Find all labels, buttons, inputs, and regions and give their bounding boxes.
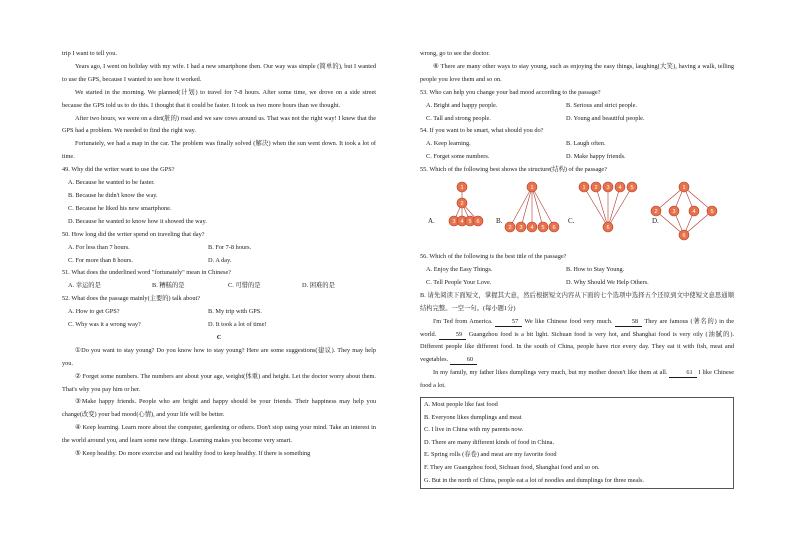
option: B. Laugh often.: [566, 140, 606, 148]
diagram-node-label: 1: [460, 185, 464, 192]
choice-item: B. Everyone likes dumplings and meat: [424, 413, 522, 421]
diagram-node-label: 3: [452, 219, 456, 226]
diagram-edge: [684, 187, 712, 211]
diagram-node-label: 4: [692, 209, 696, 216]
question-stem: 53. Who can help you change your bad mood according to the passage?: [420, 88, 601, 96]
question-56: [420, 251, 734, 290]
option: C. 可惜的是: [228, 282, 261, 290]
diagram-node-label: 2: [594, 185, 598, 192]
option: D. A day.: [208, 256, 232, 264]
option: A. Because he wanted to be faster.: [68, 179, 155, 187]
passage-c-para-5: ⑤ Keep healthy. Do more exercise and eat healthy food to keep healthy. If there is something: [75, 450, 311, 458]
section-b-instructions: B. 请先阅读下面短文，掌握其大意，然后根据短文内容从下面的七个选项中选择五个还原到文中使短文意思通顺结构完整。一空一句。(每小题1分): [420, 291, 734, 312]
diagram-option-letter: A.: [428, 217, 435, 226]
cloze-text: They are famous (著名的) in the world.: [420, 317, 735, 338]
diagram-option-letter: D.: [652, 217, 659, 226]
passage-c-tail: wrong, go to see the doctor.: [420, 50, 490, 57]
diagram-node-label: 3: [672, 209, 676, 216]
diagram-edge: [510, 187, 532, 227]
option: C. Tell People Your Love.: [426, 278, 492, 286]
option: A. Enjoy the Easy Things.: [426, 265, 493, 273]
passage-b-para-4: Fortunately, we had a map in the car. The problem was finally solved (解决) when the sun went down. It took a lot of time.: [62, 140, 376, 161]
option: D. 困难的是: [302, 282, 335, 290]
diagram-node-label: 5: [710, 209, 714, 216]
diagram-node-label: 6: [682, 233, 686, 240]
cloze-paragraph-1: [420, 316, 734, 368]
choices-box: [420, 397, 734, 489]
diagram-edge: [532, 187, 543, 227]
passage-c-para-1: ①Do you want to stay young? Do you know how to stay young? Here are some suggestions(建议). They may help you.: [62, 346, 376, 367]
diagram-edge: [608, 187, 632, 227]
diagram-node-label: 6: [552, 225, 556, 232]
diagram-node-label: 6: [606, 225, 610, 232]
blank-61[interactable]: 61: [669, 368, 696, 378]
diagram-node-label: 5: [630, 185, 634, 192]
passage-c-para-2: ② Forget some numbers. The numbers are about your age, weight(体重) and height. Let the doctor worry about them. That's why you pay him or her.: [62, 372, 376, 393]
question-52: [62, 293, 376, 332]
diagram-edge: [656, 211, 684, 235]
option: D. Make happy friends.: [566, 153, 626, 161]
blank-57[interactable]: 57: [495, 317, 522, 327]
passage-b-para-2: We started in the morning. We planned(计划) to travel for 7-8 hours. After some time, we drove on a side street because the GPS told us to do this. I thought that it could be faster. It took us two more hours than we thought.: [62, 88, 376, 109]
option: C. Tall and strong people.: [426, 114, 491, 122]
option: C. Why was it a wrong way?: [68, 321, 141, 329]
question-50: [62, 229, 376, 268]
option: B. Because he didn't know the way.: [68, 191, 158, 199]
question-stem: 49. Why did the writer want to use the GPS?: [62, 166, 175, 174]
diagram-edge: [608, 187, 620, 227]
blank-58[interactable]: 58: [615, 317, 642, 327]
diagram-node-label: 4: [460, 219, 464, 226]
diagram-option-letter: B.: [496, 217, 503, 226]
passage-c-para-4: ④ Keep learning. Learn more about the computer, gardening or others. Don't stop using your mind. Take an interest in the world around you, and learn some new things. Learning makes you become very smart.: [62, 424, 376, 445]
diagram-edge: [656, 187, 684, 211]
blank-59[interactable]: 59: [439, 330, 466, 340]
question-54: [420, 125, 734, 164]
question-stem: 56. Which of the following is the best title of the passage?: [420, 253, 567, 261]
option: B. For 7-8 hours.: [208, 243, 252, 251]
cloze-text: I'm Ted from America.: [433, 317, 493, 325]
diagram-node-label: 5: [468, 219, 472, 226]
question-stem: 52. What does the passage mainly(主要的) talk about?: [62, 295, 201, 303]
diagram-node-label: 2: [654, 209, 658, 216]
right-column: [420, 48, 734, 489]
choice-item: E. Spring rolls (春卷) and meat are my favorite food: [424, 451, 557, 459]
question-stem: 51. What does the underlined word "fortunately" mean in Chinese?: [62, 269, 232, 277]
diagram-node-label: 5: [541, 225, 545, 232]
diagram-node-label: 3: [519, 225, 523, 232]
diagram-node-label: 3: [606, 185, 610, 192]
diagram-node-label: 2: [460, 201, 464, 208]
option: D. It took a lot of time!: [208, 321, 267, 329]
choice-item: F. They are Guangzhou food, Sichuan food, Shanghai food and so on.: [424, 464, 600, 471]
diagram-edge: [584, 187, 608, 227]
choice-item: D. There are many different kinds of food in China.: [424, 438, 555, 446]
choice-item: G. But in the north of China, people eat a lot of noodles and dumplings for three meals.: [424, 476, 644, 484]
cloze-text: In my family, my father likes dumplings very much, but my mother doesn't like them at all.: [433, 369, 668, 377]
passage-b-para-1: Years ago, I went on holiday with my wife. I had a new smartphone then. Our way was simple (简单的), but I wanted to use the GPS, because I wanted to see how it worked.: [62, 62, 376, 83]
blank-60[interactable]: 60: [450, 355, 477, 365]
option: C. Because he liked his new smartphone.: [68, 204, 172, 212]
passage-b-para-3: After two hours, we were on a dirt(脏的) road and we saw cows around us. That was not the right way! I knew that the GPS had a problem. We needed to find the right way.: [62, 114, 376, 135]
diagram-node-label: 6: [476, 219, 480, 226]
diagram-edge: [684, 211, 712, 235]
question-stem: 54. If you want to be smart, what should you do?: [420, 127, 544, 135]
option: C. Forget some numbers.: [426, 153, 490, 161]
option: D. Because he wanted to know how it showed the way.: [68, 217, 207, 225]
option: B. How to Stay Young.: [566, 265, 625, 273]
diagram-edge: [521, 187, 532, 227]
option: A. 幸运的是: [68, 282, 101, 290]
choice-item: C. I live in China with my parents now.: [424, 426, 524, 434]
passage-b-tail: trip I want to tell you.: [62, 50, 117, 57]
diagram-node-label: 1: [682, 185, 686, 192]
diagram-node-label: 4: [618, 185, 622, 192]
left-column: [62, 48, 376, 461]
option: D. Young and beautiful people.: [566, 114, 645, 122]
cloze-text: I like Chinese food a lot.: [420, 369, 734, 390]
cloze-text: We like Chinese food very much.: [524, 317, 613, 325]
cloze-text: Guangzhou food is a bit light. Sichuan food is very hot, and Shanghai food is very oily (油腻的). Different people like different food. In the south of China, people have rice every day. They eat it with fish, meat and vegetables.: [420, 330, 735, 364]
option: A. For less than 7 hours.: [68, 243, 130, 251]
option: B. My trip with GPS.: [208, 308, 262, 316]
structure-diagrams: [420, 179, 734, 249]
diagram-node-label: 4: [530, 225, 534, 232]
section-c-heading: C: [216, 333, 222, 341]
option: A. Bright and happy people.: [426, 101, 498, 109]
option: B. 糟糕的是: [152, 282, 185, 290]
diagram-node-label: 1: [530, 185, 534, 192]
diagram-node-label: 2: [508, 225, 512, 232]
option: A. Keep learning.: [426, 140, 471, 148]
question-49: [62, 164, 376, 229]
question-stem: 55. Which of the following best shows the structure(结构) of the passage?: [420, 166, 607, 174]
question-51: [62, 267, 376, 293]
diagram-option-letter: C.: [568, 217, 575, 226]
question-stem: 50. How long did the writer spend on traveling that day?: [62, 230, 205, 238]
option: A. How to get GPS?: [68, 308, 120, 316]
diagram-edge: [532, 187, 554, 227]
diagram-edge: [596, 187, 608, 227]
passage-c-para-3: ③Make happy friends. People who are bright and happy should be your friends. Their happiness may help you change(改变) your bad mood(心情), and your life will be better.: [62, 398, 376, 419]
question-55: [420, 164, 734, 249]
choice-item: A. Most people like fast food: [424, 401, 498, 409]
option: D. Why Should We Help Others.: [566, 278, 649, 286]
option: B. Serious and strict people.: [566, 101, 638, 109]
question-53: [420, 87, 734, 126]
structure-diagrams-svg: [420, 179, 734, 249]
option: C. For more than 8 hours.: [68, 256, 133, 264]
diagram-node-label: 1: [582, 185, 586, 192]
passage-c-para-6: ⑥ There are many other ways to stay young, such as enjoying the easy things, laughing(大笑), having a walk, telling people you love them and so on.: [420, 62, 734, 83]
cloze-paragraph-2: [420, 367, 734, 393]
